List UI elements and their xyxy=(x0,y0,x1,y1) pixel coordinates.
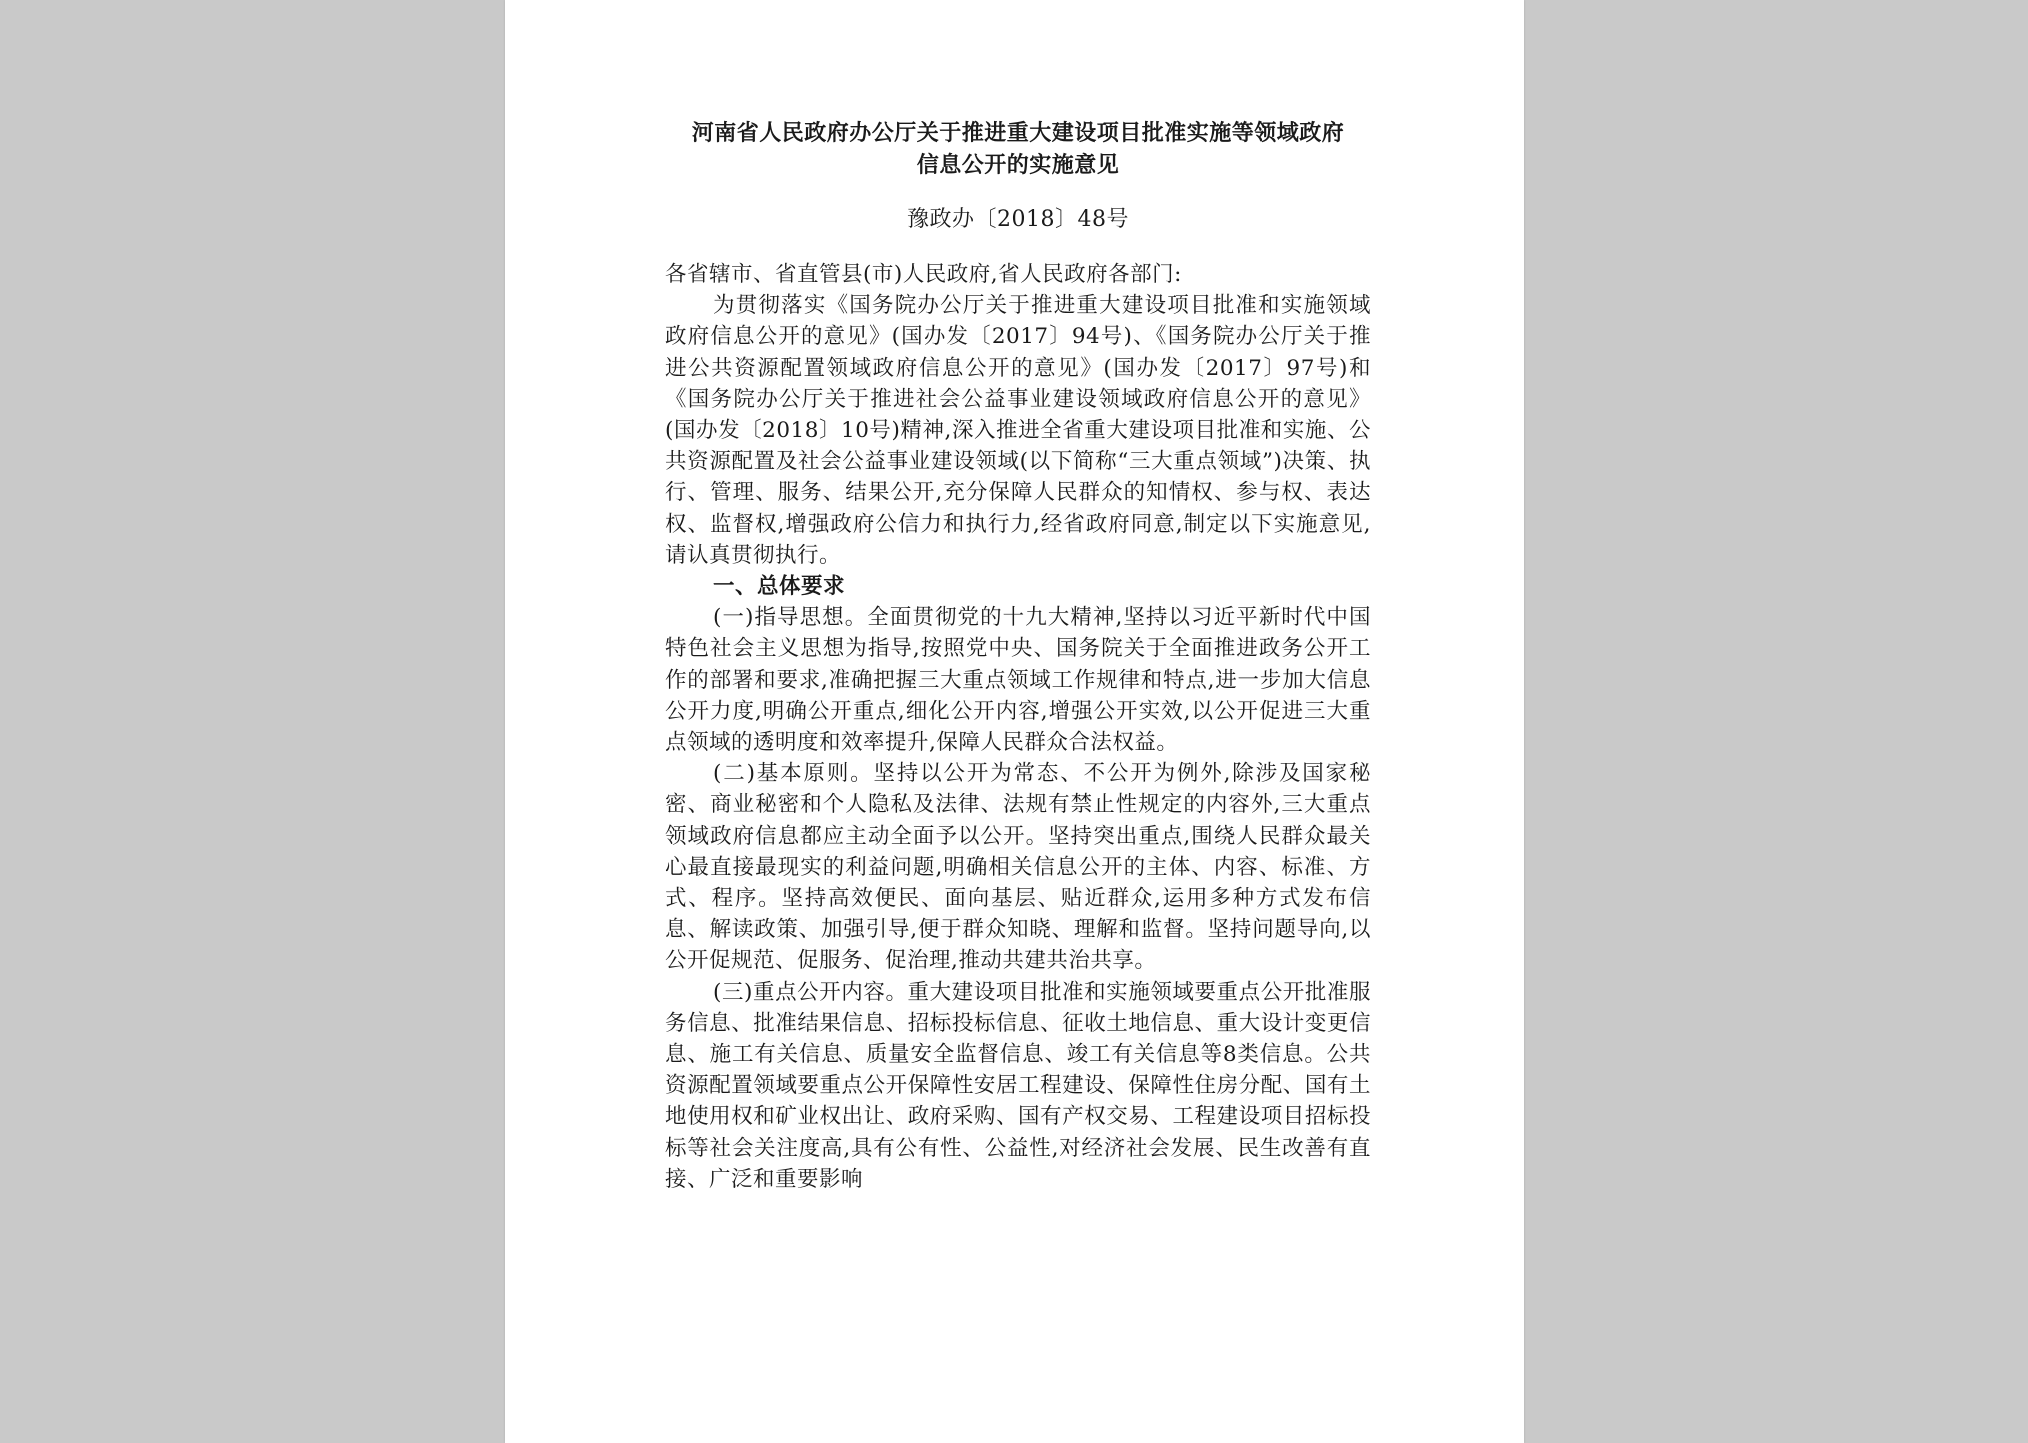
document-page xyxy=(505,0,1524,1443)
paragraph-basic-principles: (二)基本原则。坚持以公开为常态、不公开为例外,除涉及国家秘密、商业秘密和个人隐私及法律、法规有禁止性规定的内容外,三大重点领域政府信息都应主动全面予以公开。坚持突出重点,围绕人民群众最关心最直接最现实的利益问题,明确相关信息公开的主体、内容、标准、方式、程序。坚持高效便民、面向基层、贴近群众,运用多种方式发布信息、解读政策、加强引导,便于群众知晓、理解和监督。坚持问题导向,以公开促规范、促服务、促治理,推动共建共治共享。 xyxy=(665,761,1371,974)
title-line-2: 信息公开的实施意见 xyxy=(916,153,1120,178)
paragraph-key-disclosure-content: (三)重点公开内容。重大建设项目批准和实施领域要重点公开批准服务信息、批准结果信息、招标投标信息、征收土地信息、重大设计变更信息、施工有关信息、质量安全监督信息、竣工有关信息等8类信息。公共资源配置领域要重点公开保障性安居工程建设、保障性住房分配、国有土地使用权和矿业权出让、政府采购、国有产权交易、工程建设项目招标投标等社会关注度高,具有公有性、公益性,对经济社会发展、民生改善有直接、广泛和重要影响 xyxy=(665,979,1371,1192)
document-title xyxy=(665,118,1371,182)
intro-paragraph: 为贯彻落实《国务院办公厅关于推进重大建设项目批准和实施领域政府信息公开的意见》(国办发〔2017〕94号)、《国务院办公厅关于推进公共资源配置领域政府信息公开的意见》(国办发〔2017〕97号)和《国务院办公厅关于推进社会公益事业建设领域政府信息公开的意见》(国办发〔2018〕10号)精神,深入推进全省重大建设项目批准和实施、公共资源配置及社会公益事业建设领域(以下简称“三大重点领域”)决策、执行、管理、服务、结果公开,充分保障人民群众的知情权、参与权、表达权、监督权,增强政府公信力和执行力,经省政府同意,制定以下实施意见,请认真贯彻执行。 xyxy=(665,293,1371,568)
paragraph-guiding-ideology: (一)指导思想。全面贯彻党的十九大精神,坚持以习近平新时代中国特色社会主义思想为指导,按照党中央、国务院关于全面推进政务公开工作的部署和要求,准确把握三大重点领域工作规律和特点,进一步加大信息公开力度,明确公开重点,细化公开内容,增强公开实效,以公开促进三大重点领域的透明度和效率提升,保障人民群众合法权益。 xyxy=(665,605,1371,756)
title-line-1: 河南省人民政府办公厅关于推进重大建设项目批准实施等领域政府 xyxy=(691,121,1345,146)
document-number: 豫政办〔2018〕48号 xyxy=(907,207,1129,232)
salutation: 各省辖市、省直管县(市)人民政府,省人民政府各部门: xyxy=(665,262,1182,287)
section-heading-general-requirements: 一、总体要求 xyxy=(713,574,846,600)
page-content xyxy=(665,118,1371,1195)
